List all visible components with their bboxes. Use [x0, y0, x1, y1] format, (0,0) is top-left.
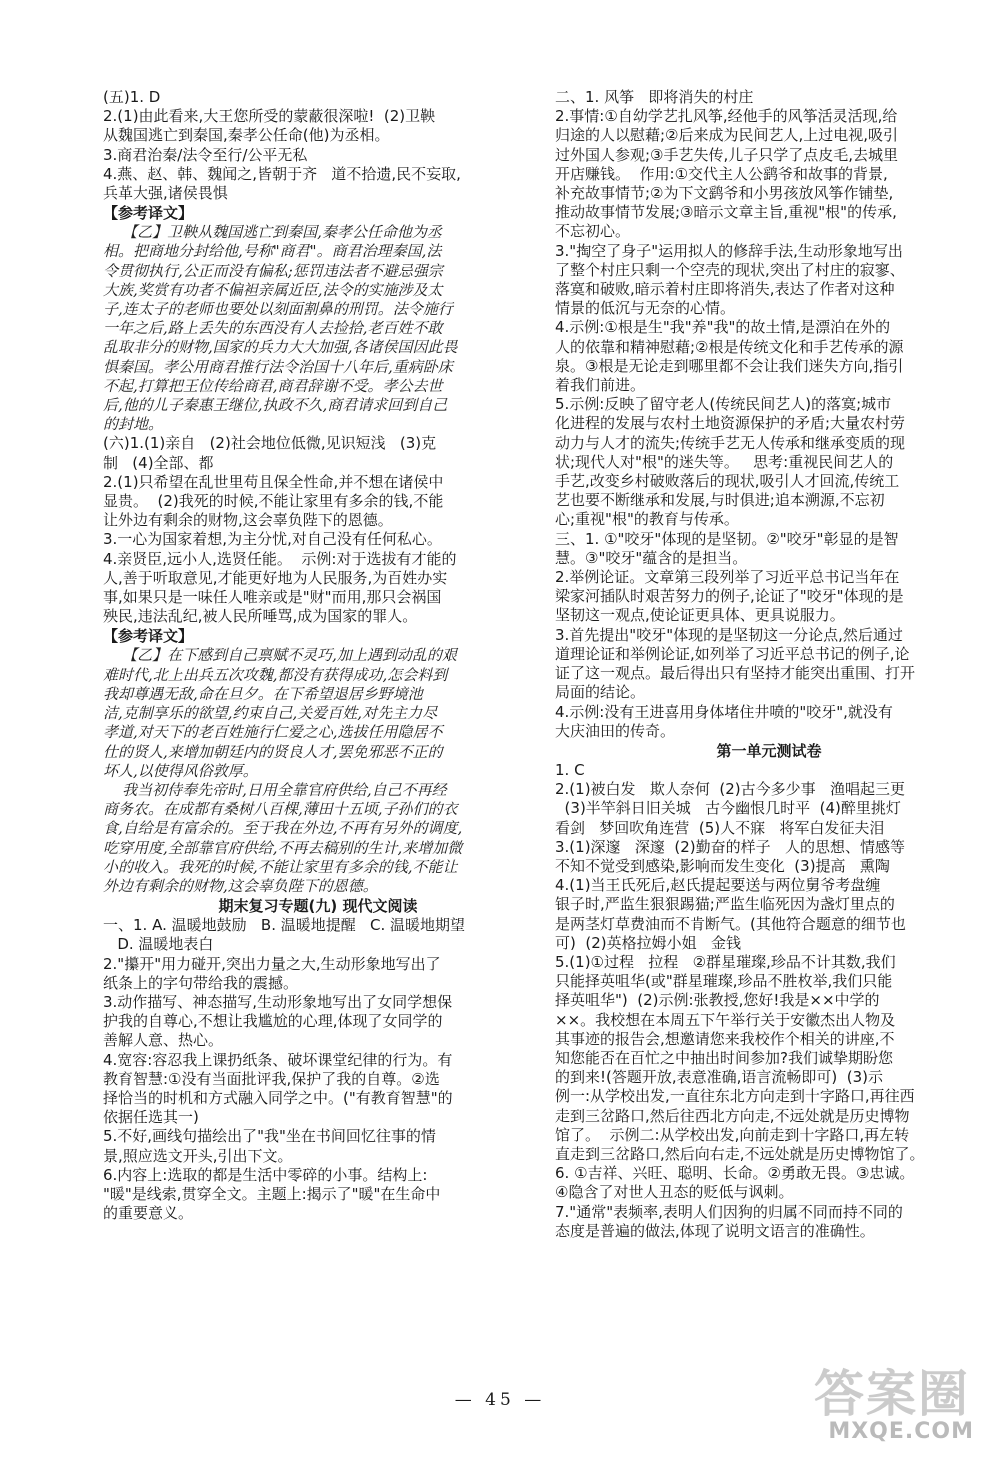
text-line: 2.(1)只希望在乱世里苟且保全性命,并不想在诸侯中 — [103, 472, 444, 491]
translation-line: 相。把商地分封给他,号称"商君"。商君治理秦国,法 — [103, 242, 442, 261]
text-line: 依据任选其一) — [103, 1108, 199, 1127]
text-line: 二、1. 风筝 即将消失的村庄 — [555, 88, 754, 106]
text-line: (六)1.(1)亲自 (2)社会地位低微,见识短浅 (3)克 — [103, 434, 437, 453]
text-line: 的到来!(答题开放,表意准确,语言流畅即可) (3)示 — [555, 1068, 884, 1087]
text-line: 银子时,严监生狠狠踢猫;严监生临死因为盏灯里点的 — [555, 895, 895, 914]
text-line: 兵革大强,诸侯畏惧 — [103, 184, 228, 203]
page-number: — 45 — — [454, 1390, 546, 1410]
text-line: 知您能否在百忙之中抽出时间参加?我们诚挚期盼您 — [555, 1048, 893, 1067]
watermark-logo — [788, 1354, 978, 1444]
text-line: 人的依靠和精神慰藉;②根是传统文化和手艺传承的源 — [555, 337, 904, 356]
text-line: 5.示例:反映了留守老人(传统民间艺人)的落寞;城市 — [555, 395, 892, 414]
text-line: 化进程的发展与农村土地资源保护的矛盾;大量农村劳 — [555, 414, 906, 433]
text-line: 3.(1)深邃 深邃 (2)勤奋的样子 人的思想、情感等 — [555, 837, 905, 856]
text-line: D. 温暖地表白 — [103, 935, 214, 954]
translation-line: 令贯彻执行,公正而没有偏私;惩罚违法者不避忌强宗 — [103, 261, 443, 280]
section-heading: 【参考译文】 — [103, 204, 194, 223]
text-line: 不忘初心。 — [555, 222, 631, 241]
translation-line: 小的收入。我死的时候,不能让家里有多余的钱,不能让 — [103, 857, 458, 876]
text-line: 6.内容上:选取的都是生活中零碎的小事。结构上: — [103, 1165, 428, 1184]
watermark-text-top: 答案圈 — [814, 1365, 970, 1423]
text-line: "暖"是线索,贯穿全文。主题上:揭示了"暖"在生命中 — [103, 1184, 441, 1203]
translation-line: 【乙】在下感到自己禀赋不灵巧,加上遇到动乱的艰 — [103, 646, 457, 665]
text-line: 4.示例:没有王进喜用身体堵住井喷的"咬牙",就没有 — [555, 702, 893, 721]
text-line: 一、1. A. 温暖地鼓励 B. 温暖地提醒 C. 温暖地期望 — [103, 916, 466, 935]
text-line: 坚韧这一观点,使论证更具体、更具说服力。 — [555, 606, 845, 625]
text-line: 道理论证和举例论证,如列举了习近平总书记的例子,论 — [555, 644, 910, 663]
text-line: 其事迹的报告会,想邀请您来我校作个相关的讲座,不 — [555, 1029, 895, 1048]
text-line: 3.一心为国家着想,为主分忧,对自己没有任何私心。 — [103, 530, 442, 549]
text-line: 4.(1)当王氏死后,赵氏提起要送与两位舅爷考盘缠 — [555, 876, 881, 895]
text-line: (五)1. D — [103, 88, 161, 106]
watermark-text-bottom: MXQE.COM — [828, 1419, 974, 1444]
text-line: 大庆油田的传奇。 — [555, 721, 676, 740]
text-line: 教育智慧:①没有当面批评我,保护了我的自尊。②选 — [103, 1069, 440, 1088]
text-line: 3.首先提出"咬牙"体现的是坚韧这一分论点,然后通过 — [555, 625, 903, 644]
text-line: 慧。③"咬牙"蕴含的是担当。 — [555, 548, 748, 567]
text-line: 3.商君治秦/法令至行/公平无私 — [103, 145, 308, 164]
text-line: 2.(1)被白发 欺人奈何 (2)古今多少事 渔唱起三更 — [555, 780, 905, 799]
text-line: ④隐含了对世人丑态的贬低与讽刺。 — [555, 1183, 794, 1202]
text-line: 走到三岔路口,然后往西北方向走,不远处就是历史博物 — [555, 1106, 910, 1125]
text-line: 证了这一观点。最后得出只有坚持才能突出重围、打开 — [555, 664, 916, 683]
translation-line: 乱取非分的财物,国家的兵力大大加强,各诸侯国因此畏 — [103, 338, 458, 357]
text-line: 例一:从学校出发,一直往东北方向走到十字路口,再往西 — [555, 1087, 915, 1106]
text-line: 馆了。 示例二:从学校出发,向前走到十字路口,再左转 — [555, 1125, 910, 1144]
text-line: 2.举例论证。文章第三段列举了习近平总书记当年在 — [555, 568, 900, 587]
text-line: 4.示例:①根是生"我"养"我"的故土情,是漂泊在外的 — [555, 318, 891, 337]
translation-line: 外边有剩余的财物,这会辜负陛下的恩德。 — [103, 876, 378, 895]
text-line: 4.宽容:容忍我上课扔纸条、破坏课堂纪律的行为。有 — [103, 1050, 453, 1069]
text-line: 泉。③根是无论走到哪里都不会让我们迷失方向,指引 — [555, 356, 904, 375]
text-line: 可) (2)英格拉姆小姐 金钱 — [555, 933, 741, 952]
text-line: 了整个村庄只剩一个空壳的现状,突出了村庄的寂寥、 — [555, 260, 905, 279]
text-line: 直走到三岔路口,然后向右走,不远处就是历史博物馆了。 — [555, 1144, 925, 1163]
text-line: 手艺,改变乡村破败落后的现状,吸引人才回流,传统工 — [555, 472, 900, 491]
translation-line: 一年之后,路上丢失的东西没有人去捡拾,老百姓不敢 — [103, 319, 443, 338]
text-line: 推动故事情节发展;③暗示文章主旨,重视"根"的传承, — [555, 203, 897, 222]
translation-line: 的封地。 — [103, 415, 164, 434]
translation-line: 难时代,北上出兵五次攻魏,都没有获得成功,怎会料到 — [103, 665, 448, 684]
text-line: 是两茎灯草费油而不肯断气。(其他符合题意的细节也 — [555, 914, 906, 933]
text-line: 态度是普遍的做法,体现了说明文语言的准确性。 — [555, 1221, 875, 1240]
translation-line: 【乙】卫鞅从魏国逃亡到秦国,秦孝公任命他为丞 — [103, 223, 442, 242]
section-heading: 【参考译文】 — [103, 627, 194, 646]
translation-line: 坏人,以使得风俗敦厚。 — [103, 761, 258, 780]
text-line: 5.不好,画线句描绘出了"我"坐在书间回忆往事的情 — [103, 1127, 436, 1146]
translation-line: 我却尊遇无敌,命在旦夕。在下希望退居乡野境池 — [103, 684, 423, 703]
text-line: 只能择英咀华(或"群星璀璨,珍品不胜枚举,我们只能 — [555, 972, 893, 991]
text-line: 7."通常"表频率,表明人们因狗的归属不同而持不同的 — [555, 1202, 903, 1221]
text-line: 情景的低沉与无奈的心情。 — [555, 299, 736, 318]
translation-line: 惧秦国。孝公用商君推行法令治国十八年后,重病卧床 — [103, 357, 453, 376]
text-line: 3.动作描写、神态描写,生动形象地写出了女同学想保 — [103, 992, 453, 1011]
text-line: 护我的自尊心,不想让我尴尬的心理,体现了女同学的 — [103, 1012, 443, 1031]
text-line: 开店赚钱。 作用:①交代主人公鹞爷和故事的背景, — [555, 164, 888, 183]
translation-line: 孝道,对天下的老百姓施行仁爱之心,选拔任用隐居不 — [103, 723, 443, 742]
text-line: 状;现代人对"根"的迷失等。 思考:重视民间艺人的 — [555, 452, 894, 471]
text-line: 从魏国逃亡到秦国,秦孝公任命(他)为丞相。 — [103, 126, 390, 145]
text-line: 5.(1)①过程 拉程 ②群星璀璨,珍品不计其数,我们 — [555, 952, 896, 971]
text-line: 2.(1)由此看来,大王您所受的蒙蔽很深啦! (2)卫鞅 — [103, 107, 436, 126]
text-line: 艺也要不断继承和发展,与时俱进;追本溯源,不忘初 — [555, 491, 885, 510]
text-line: 的重要意义。 — [103, 1204, 194, 1223]
text-line: 制 (4)全部、都 — [103, 453, 214, 472]
translation-line: 洁,克制享乐的欲望,约束自己,关爱百姓,对先主力尽 — [103, 704, 438, 723]
text-line: 过外国人参观;③手艺失传,儿子只学了点皮毛,去城里 — [555, 145, 899, 164]
text-line: 不知不觉受到感染,影响而发生变化 (3)提高 熏陶 — [555, 856, 890, 875]
text-line: 纸条上的字句带给我的震撼。 — [103, 973, 299, 992]
text-line: 心;重视"根"的教育与传承。 — [555, 510, 739, 529]
text-line: 景,照应选文开头,引出下文。 — [103, 1146, 293, 1165]
text-line: 看剑 梦回吹角连营 (5)人不寐 将军白发征夫泪 — [555, 818, 885, 837]
text-line: 善解人意、热心。 — [103, 1031, 224, 1050]
translation-line: 大族,奖赏有功者不偏袒亲属近臣,法令的实施涉及太 — [103, 280, 443, 299]
text-line: 梁家河插队时艰苦努力的例子,论证了"咬牙"体现的是 — [555, 587, 904, 606]
text-line: ××。我校想在本周五下午举行关于安徽杰出人物及 — [555, 1010, 896, 1029]
text-line: 2.事情:①自幼学艺扎风筝,经他手的风筝活灵活现,给 — [555, 107, 898, 126]
text-line: 殃民,违法乱纪,被人民所唾骂,成为国家的罪人。 — [103, 607, 418, 626]
text-line: 落寞和破败,暗示着村庄即将消失,表达了作者对这种 — [555, 280, 895, 299]
translation-line: 后,他的儿子秦惠王继位,执政不久,商君请求回到自己 — [103, 396, 448, 415]
translation-line: 仕的贤人,来增加朝廷内的贤良人才,罢免邪恶不正的 — [103, 742, 443, 761]
section-title: 期末复习专题(九) 现代文阅读 — [218, 897, 418, 916]
translation-line: 不起,打算把王位传给商君,商君辞谢不受。孝公去世 — [103, 376, 443, 395]
translation-line: 我当初侍奉先帝时,日用全靠官府供给,自己不再经 — [103, 780, 447, 799]
translation-line: 食,自给是有富余的。至于我在外边,不再有另外的调度, — [103, 819, 463, 838]
translation-line: 子,连太子的老师也要处以刻面割鼻的刑罚。法令施行 — [103, 300, 453, 319]
left-column — [103, 88, 533, 1223]
translation-line: 吃穿用度,全部靠官府供给,不再去稿别的生计,来增加微 — [103, 838, 463, 857]
text-line: 动力与人才的流失;传统手艺无人传承和继承变质的现 — [555, 433, 906, 452]
text-line: 局面的结论。 — [555, 683, 646, 702]
right-column — [555, 88, 983, 1241]
text-line: 让外边有剩余的财物,这会辜负陛下的恩德。 — [103, 511, 393, 530]
text-line: 归途的人以慰藉;②后来成为民间艺人,上过电视,吸引 — [555, 126, 899, 145]
translation-line: 商务农。在成都有桑树八百棵,薄田十五顷,子孙们的衣 — [103, 800, 458, 819]
text-line: 择恰当的时机和方式融入同学之中。("有教育智慧"的 — [103, 1088, 453, 1107]
text-line: 补充故事情节;②为下文鹞爷和小男孩放风筝作铺垫, — [555, 184, 894, 203]
section-title: 第一单元测试卷 — [716, 741, 822, 760]
text-line: 着我们前进。 — [555, 376, 646, 395]
text-line: 3."掏空了身子"运用拟人的修辞手法,生动形象地写出 — [555, 241, 903, 260]
text-line: 人,善于听取意见,才能更好地为人民服务,为百姓办实 — [103, 568, 448, 587]
text-line: (3)半竿斜日旧关城 古今幽恨几时平 (4)醉里挑灯 — [555, 799, 901, 818]
text-line: 2."攥开"用力碰开,突出力量之大,生动形象地写出了 — [103, 954, 441, 973]
text-line: 4.亲贤臣,远小人,选贤任能。 示例:对于选拔有才能的 — [103, 549, 457, 568]
text-line: 显贵。 (2)我死的时候,不能让家里有多余的钱,不能 — [103, 492, 444, 511]
text-line: 6. ①吉祥、兴旺、聪明、长命。②勇敢无畏。③忠诚。 — [555, 1164, 915, 1183]
text-line: 1. C — [555, 760, 585, 779]
text-line: 三、1. ①"咬牙"体现的是坚韧。②"咬牙"彰显的是智 — [555, 529, 899, 548]
text-line: 4.燕、赵、韩、魏闻之,皆朝于齐 道不拾遗,民不妄取, — [103, 164, 461, 183]
text-line: 事,如果只是一味任人唯亲或是"财"而用,那只会祸国 — [103, 588, 442, 607]
text-line: 择英咀华") (2)示例:张教授,您好!我是××中学的 — [555, 991, 880, 1010]
